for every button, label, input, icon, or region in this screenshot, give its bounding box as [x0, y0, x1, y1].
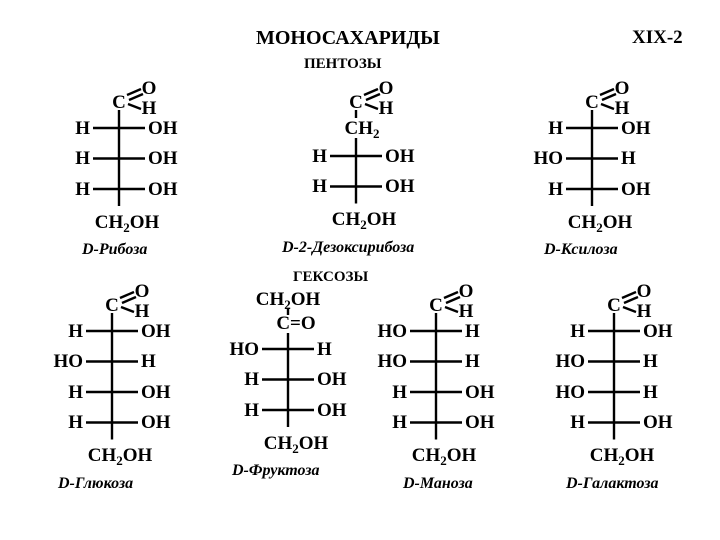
deoxyribose-aldehyde-oxygen: O [378, 77, 394, 99]
xylose-row-1-left: H [548, 117, 563, 139]
xylose-row-1-right: OH [621, 117, 651, 139]
ribose-row-1-left: H [75, 117, 90, 139]
slide-number: XIX-2 [632, 27, 683, 48]
fructose-row-3-right: OH [317, 399, 347, 421]
mannose-row-3-left: H [392, 381, 407, 403]
glucose-bottom-ch2oh: $CH_2OH$ [87, 445, 153, 468]
galactose-row-4-right: OH [643, 412, 673, 433]
galactose-name: D-Галактоза [566, 474, 659, 492]
ribose-row-3-right: OH [148, 178, 178, 200]
mannose-double-bond-1 [444, 292, 458, 298]
glucose-row-3-right: OH [141, 381, 171, 403]
mannose-aldehyde-oxygen: O [458, 280, 474, 302]
deoxyribose-row-1-right: OH [385, 145, 415, 167]
glucose-aldehyde-hydrogen: H [134, 300, 150, 322]
xylose-row-2-right: H [621, 148, 636, 169]
glucose-row-1-right: OH [141, 320, 171, 342]
ribose-name: D-Рибоза [82, 241, 148, 258]
mannose-row-4-left: H [392, 412, 407, 433]
ribose-c1-carbon: C [112, 91, 126, 113]
slide-title: МОНОСАХАРИДЫ [256, 27, 440, 49]
mannose-row-3-right: OH [465, 381, 495, 403]
fructose-row-1-left: HO [229, 338, 259, 360]
galactose-row-3-left: HO [555, 381, 585, 403]
ribose-aldehyde-hydrogen: H [141, 97, 157, 119]
galactose-row-1-left: H [570, 320, 585, 342]
deoxyribose-ch-bond [365, 104, 378, 109]
fructose-keto-group: C=O [276, 312, 316, 334]
fructose-top-ch2oh: $CH_2OH$ [255, 288, 321, 312]
ribose-bottom-ch2oh: $CH_2OH$ [94, 211, 160, 235]
deoxyribose-row-1-left: H [312, 145, 327, 167]
mannose-row-2-right: H [465, 351, 480, 372]
deoxyribose-aldehyde-hydrogen: H [378, 97, 394, 119]
mannose-name: D-Маноза [403, 474, 473, 492]
glucose-row-2-left: HO [53, 351, 83, 372]
mannose-row-2-left: HO [377, 351, 407, 372]
galactose-aldehyde-hydrogen: H [636, 300, 652, 322]
galactose-double-bond-1 [622, 292, 636, 298]
deoxyribose-name: D-2-Дезоксирибоза [282, 238, 415, 256]
mannose-c1-carbon: C [429, 294, 443, 316]
mannose-row-1-left: HO [377, 320, 407, 342]
fructose-row-2-right: OH [317, 369, 347, 390]
fructose-row-3-left: H [244, 399, 259, 421]
glucose-row-1-left: H [68, 320, 83, 342]
glucose-row-3-left: H [68, 381, 83, 403]
glucose-row-4-left: H [68, 412, 83, 433]
fructose-row-1-right: H [317, 338, 332, 360]
mannose-bottom-ch2oh: $CH_2OH$ [411, 445, 477, 468]
xylose-double-bond-1 [600, 89, 614, 95]
deoxyribose-bottom-ch2oh: $CH_2OH$ [331, 209, 397, 232]
ribose-double-bond-1 [127, 89, 141, 95]
ribose-aldehyde-oxygen: O [141, 77, 157, 99]
galactose-row-2-right: H [643, 351, 658, 372]
xylose-row-3-right: OH [621, 178, 651, 200]
ribose-row-1-right: OH [148, 117, 178, 139]
fructose-name: D-Фруктоза [232, 462, 320, 479]
deoxyribose-row-2-right: OH [385, 176, 415, 197]
fructose-row-2-left: H [244, 369, 259, 390]
galactose-row-4-left: H [570, 412, 585, 433]
galactose-c1-carbon: C [607, 294, 621, 316]
mannose-aldehyde-hydrogen: H [458, 300, 474, 322]
xylose-aldehyde-oxygen: O [614, 77, 630, 99]
ribose-ch-bond [128, 104, 141, 109]
glucose-row-4-right: OH [141, 412, 171, 433]
mannose-row-4-right: OH [465, 412, 495, 433]
xylose-ch-bond [601, 104, 614, 109]
galactose-aldehyde-oxygen: O [636, 280, 652, 302]
glucose-double-bond-1 [120, 292, 134, 298]
section-hexoses: ГЕКСОЗЫ [293, 269, 369, 285]
ribose-row-2-right: OH [148, 148, 178, 169]
galactose-row-1-right: OH [643, 320, 673, 342]
xylose-bottom-ch2oh: $CH_2OH$ [567, 211, 633, 235]
xylose-c1-carbon: C [585, 91, 599, 113]
deoxyribose-row-2-left: H [312, 176, 327, 197]
galactose-bottom-ch2oh: $CH_2OH$ [589, 445, 655, 468]
glucose-ch-bond [121, 307, 134, 312]
fructose-bottom-ch2oh: $CH_2OH$ [263, 432, 329, 456]
ribose-row-3-left: H [75, 178, 90, 200]
galactose-row-2-left: HO [555, 351, 585, 372]
xylose-aldehyde-hydrogen: H [614, 97, 630, 119]
glucose-aldehyde-oxygen: O [134, 280, 150, 302]
glucose-name: D-Глюкоза [58, 474, 134, 492]
section-pentoses: ПЕНТОЗЫ [304, 56, 382, 72]
glucose-c1-carbon: C [105, 294, 119, 316]
galactose-row-3-right: H [643, 381, 658, 403]
deoxyribose-c2-ch2: $CH_2$ [344, 117, 380, 141]
xylose-name: D-Ксилоза [544, 241, 618, 258]
deoxyribose-c1-carbon: C [349, 91, 363, 113]
ribose-row-2-left: H [75, 148, 90, 169]
xylose-row-2-left: HO [533, 148, 563, 169]
mannose-ch-bond [445, 307, 458, 312]
deoxyribose-double-bond-1 [364, 89, 378, 95]
xylose-row-3-left: H [548, 178, 563, 200]
glucose-row-2-right: H [141, 351, 156, 372]
mannose-row-1-right: H [465, 320, 480, 342]
galactose-ch-bond [623, 307, 636, 312]
